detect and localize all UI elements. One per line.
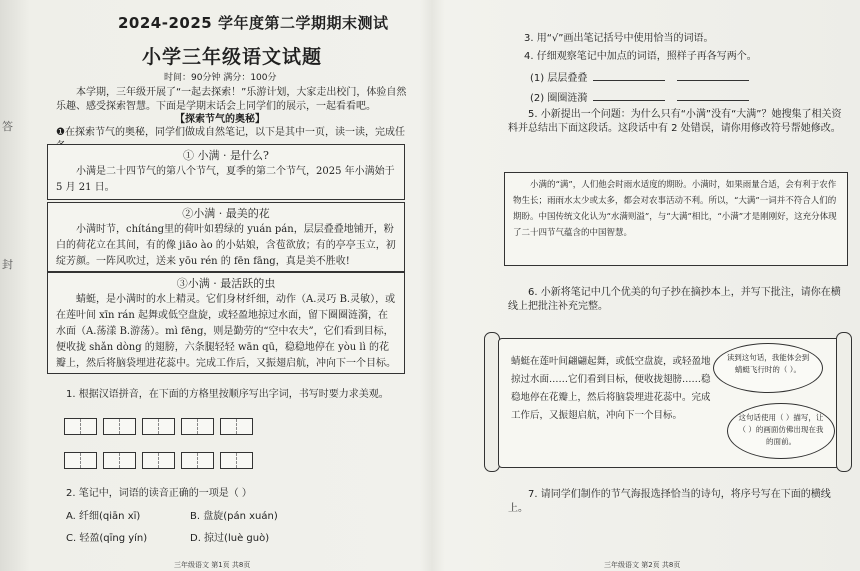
card-heading: ① 小满 · 是什么? (183, 149, 269, 162)
excerpt-text: 蜻蜓在莲叶间翩翩起舞，或低空盘旋，或轻盈地掠过水面……它们看到目标，便收拢翅膀……稳稳地停在花瓣上，然后将脑袋埋进花蕊中。完成工作后，又振翅启航，冲向下一个目标。 (511, 356, 711, 421)
q5-passage-box: 小满的“满”，人们他会时雨水适度的期盼。小满时，如果雨量合适，会有利于农作物生长；雨雨水太少或太多，都会对农事活动不利。所以，“大满”一词并不符合人们的期盼。中国传统文化认为“水满则溢”，与“大满”相比，“小满”才是刚刚好，这充分体现了二十四节气蕴含的中国智慧。 (504, 172, 848, 266)
answer-grid[interactable] (64, 418, 97, 435)
annotation-cloud-2[interactable]: 这句话使用（ ）描写，让（ ）的画面仿佛出现在我的面前。 (727, 403, 835, 459)
exam-title: 2024-2025 学年度第二学期期末测试 (118, 14, 389, 32)
scroll-roll-right (836, 332, 852, 472)
note-card-what-is (47, 144, 405, 200)
note-card-insect (47, 272, 405, 374)
option-b[interactable]: B. 盘旋(pán xuán) (190, 511, 278, 522)
card-body: 小满时节，chítáng里的荷叶如碧绿的 yuán pán，层层叠叠地铺开，粉白的荷花立在其间，有的像 jiāo ào 的小姑娘，含苞欲放；有的亭亭玉立，初绽芳颜。一阵风吹过，送来 yōu rén 的 fēn fāng，真是美不胜收! (56, 224, 396, 267)
q4-item-1 (530, 70, 755, 86)
answer-line[interactable] (593, 70, 665, 81)
section-heading: 【探索节气的奥秘】 (175, 114, 265, 125)
card-body: 小满是二十四节气的第八个节气，夏季的第二个节气，2025 年小满始于 5 月 21 日。 (56, 166, 395, 193)
q4-item-2 (530, 90, 755, 106)
option-d[interactable]: D. 掠过(luè guò) (190, 533, 270, 544)
pinyin-grid-row-1 (64, 418, 253, 435)
question-5: 5. 小新提出一个问题：为什么只有“小满”没有“大满”？她搜集了相关资料并总结出下面这段话。这段话中有 2 处错误，请你用修改符号帮她修改。 (508, 109, 842, 134)
q4-example: (1) 层层叠叠 (530, 73, 588, 84)
binding-margin-mark: 答 (2, 120, 13, 133)
answer-grid[interactable] (220, 452, 253, 469)
question-2: 2. 笔记中，词语的读音正确的一项是（ ） (66, 488, 252, 499)
paper-title: 小学三年级语文试题 (142, 46, 323, 68)
annotation-cloud-1[interactable]: 读到这句话，我能体会到蜻蜓飞行时的（ ）。 (713, 343, 823, 393)
option-a[interactable]: A. 纤细(qiān xī) (66, 511, 141, 522)
q4-example: (2) 圈圈涟漪 (530, 93, 588, 104)
question-4: 4. 仔细观察笔记中加点的词语，照样子再各写两个。 (524, 51, 757, 62)
answer-grid[interactable] (181, 418, 214, 435)
answer-line[interactable] (593, 90, 665, 101)
answer-grid[interactable] (220, 418, 253, 435)
card-heading: ③小满 · 最活跃的虫 (176, 277, 276, 290)
intro-paragraph: 本学期，三年级开展了“一起去探索！”乐游计划，大家走出校门，体验自然乐趣、感受探索智慧。下面是学期末话会上同学们的展示，一起看看吧。 (56, 87, 407, 112)
question-7: 7. 请同学们制作的节气海报选择恰当的诗句，将序号写在下面的横线上。 (508, 489, 831, 514)
page-footer-right: 三年级语文 第2页 共8页 (604, 561, 681, 569)
question-1: 1. 根据汉语拼音，在下面的方格里按顺序写出字词，书写时要力求美观。 (66, 389, 389, 400)
option-c[interactable]: C. 轻盈(qīng yín) (66, 533, 148, 544)
card-body: 蜻蜓，是小满时的水上精灵。它们身材纤细，动作（A.灵巧 B.灵敏），或在莲叶间 xīn rán 起舞或低空盘旋，或轻盈地掠过水面，留下圈圈涟漪，在水面（A.荡漾 B.游荡）。mì fēng，则是勤劳的“空中农夫”，它们看到目标，便收拢 shǎn dòng 的翅膀，六条腿轻轻 wān qū，稳稳地停在 yòu lì 的花瓣上，然后将脑袋埋进花蕊中。完成工作后，又振翅启航，冲向下一个目标。 (56, 294, 396, 369)
answer-line[interactable] (677, 70, 749, 81)
answer-grid[interactable] (64, 452, 97, 469)
card-heading: ②小满 · 最美的花 (182, 207, 270, 220)
answer-grid[interactable] (103, 452, 136, 469)
page-footer-left: 三年级语文 第1页 共8页 (174, 561, 251, 569)
answer-line[interactable] (677, 90, 749, 101)
pinyin-grid-row-2 (64, 452, 253, 469)
answer-grid[interactable] (142, 452, 175, 469)
answer-grid[interactable] (103, 418, 136, 435)
answer-grid[interactable] (142, 418, 175, 435)
excerpt-scroll (484, 330, 854, 475)
question-3: 3. 用“√”画出笔记括号中使用恰当的词语。 (524, 33, 714, 44)
time-score-line: 时间：90分钟 满分：100分 (164, 73, 277, 83)
answer-grid[interactable] (181, 452, 214, 469)
note-card-flower (47, 202, 405, 272)
scroll-body (498, 338, 840, 468)
lead-instruction: ❶在探索节气的奥秘，同学们做成自然笔记，以下是其中一页，读一读，完成任 (56, 127, 405, 138)
binding-margin-mark: 封 (2, 258, 13, 271)
question-6: 6. 小新将笔记中几个优美的句子抄在摘抄本上，并写下批注，请你在横线上把批注补充完整。 (508, 287, 841, 312)
